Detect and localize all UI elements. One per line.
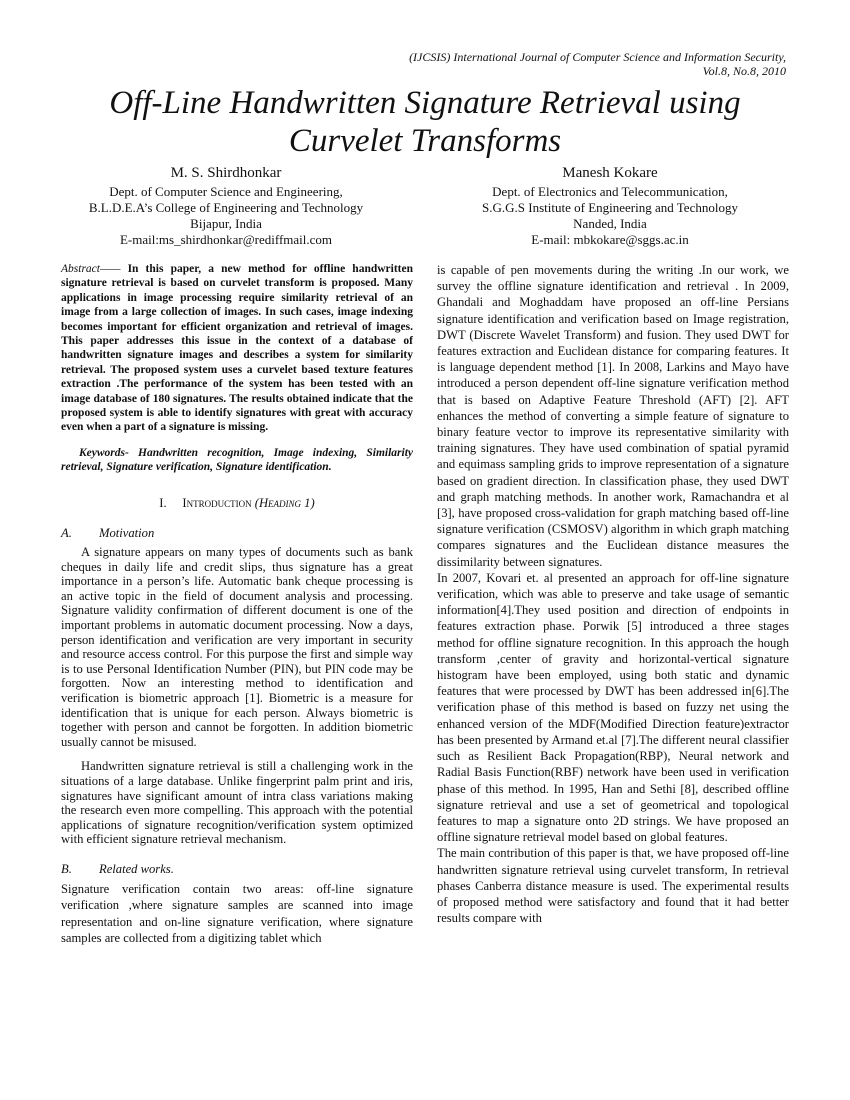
body-paragraph: A signature appears on many types of documents such as bank cheques in daily life and credit slips, thus signature has a great importance in a person’s life. Automatic bank cheque processing is an active topic in the field of document analysis and processing. Signature validity confirmation of different document is one of the important problems in automatic document processing. Now a days, person identification and verification are very important in security and resource access control. For this purpose the first and simple way is to use Personal Identification Number (PIN), but PIN code may be forgotten. Now an interesting method to identification and verification is biometric approach [1]. Biometric is a measure for identification that is unique for each person. Always biometric is together with person and cannot be forgotten. In addition biometric usually cannot be misused.: [61, 545, 413, 749]
subsection-heading-related-works: [61, 861, 413, 877]
body-paragraph: Signature verification contain two areas: off-line signature verification ,where signature samples are scanned into image representation and on-line signature verification, where signature samples are collected from a digitizing tablet which: [61, 882, 413, 945]
title-line-2: Curvelet Transforms: [288, 123, 562, 159]
title-line-1: Off-Line Handwritten Signature Retrieval using: [109, 85, 741, 121]
paper-title: [40, 84, 810, 160]
author-city: Nanded, India: [573, 216, 647, 231]
subsection-title: Motivation: [99, 525, 155, 540]
body-paragraph: Handwritten signature retrieval is still a challenging work in the situations of a large database. Unlike fingerprint palm print and iris, signatures have significant amount of intra class variations making the research even more compelling. This approach with the potential applications of signature recognition/verification system optimized with efficient signature retrieval mechanism.: [61, 759, 413, 847]
journal-volume: Vol.8, No.8, 2010: [702, 64, 786, 78]
journal-name: (IJCSIS) International Journal of Computer Science and Information Security,: [409, 50, 786, 64]
abstract-label: Abstract——: [61, 263, 121, 275]
author-email: E-mail:ms_shirdhonkar@rediffmail.com: [119, 232, 333, 247]
author-dept: Dept. of Electronics and Telecommunication,: [492, 184, 728, 199]
abstract: [61, 262, 413, 435]
subsection-title: Related works.: [99, 861, 174, 876]
section-note: (Heading 1): [254, 495, 315, 510]
author-dept: Dept. of Computer Science and Engineering,: [109, 184, 343, 199]
author-name: M. S. Shirdhonkar: [170, 165, 282, 181]
author-email: E-mail: mbkokare@sggs.ac.in: [531, 232, 689, 247]
keywords: Keywords- Handwritten recognition, Image indexing, Similarity retrieval, Signature verification, Signature identification.: [61, 446, 413, 474]
subsection-number: A.: [61, 525, 72, 540]
right-column: [437, 262, 789, 926]
body-paragraph: is capable of pen movements during the writing .In our work, we survey the offline signature identification and retrieval . In 2009, Ghandali and Moghaddam have proposed an off-line Persians signature identification and verification based on Image registration, DWT (Discrete Wavelet Transform) and fusion. They used DWT for features extraction and Euclidean distance for comparing features. It is language dependent method [1]. In 2008, Larkins and Mayo have introduced a person dependent off-line signature verification method that is based on Adaptive Feature Threshold (AFT) [2]. AFT enhances the method of converting a simple feature of signature to binary feature vector to improve its representative similarity with training signatures. They have used combination of spatial pyramid and equimass sampling grids to improve representation of a signature based on gradient direction. In classification phase, they used DWT and graph matching methods. In another work, Ramachandra et al [3], have proposed cross-validation for graph matching based off-line signature verification (CSMOSV) algorithm in which graph matching compares signatures and the Euclidean distance measures the dissimilarity between signatures.: [437, 263, 789, 569]
author-block-2: [430, 164, 790, 248]
subsection-number: B.: [61, 861, 72, 876]
left-column: [61, 262, 413, 946]
author-name: Manesh Kokare: [562, 165, 658, 181]
section-heading-introduction: [61, 495, 413, 511]
section-number: I.: [159, 495, 167, 510]
author-city: Bijapur, India: [190, 216, 262, 231]
author-institute: S.G.G.S Institute of Engineering and Technology: [482, 200, 738, 215]
author-institute: B.L.D.E.A’s College of Engineering and Technology: [88, 200, 364, 215]
body-paragraph: In 2007, Kovari et. al presented an approach for off-line signature verification, which was able to preserve and take usage of semantic information[4].They used position and direction of endpoints in features extraction phase. Porwik [5] introduced a three stages method for offline signature recognition. In this approach the hough transform ,center of gravity and horizontal-vertical signature histogram have been employed, using both static and dynamic features that were processed by DWT has been addressed in[6].The verification phase of this method is based on fuzzy net using the enhanced version of the MDF(Modified Direction feature)extractor has been presented by Armand et.al [7].The different neural classifier such as Resilient Back Propagation(RBP), Neural network and Radial Basis Function(RBF) network have been used in verification phase of this method. In 1995, Han and Sethi [8], described offline signature retrieval and use a set of geometrical and topological features to map a signature onto 2D strings. We have proposed an offline signature retrieval model based on global features.: [437, 570, 789, 845]
section-title: Introduction: [182, 495, 252, 510]
abstract-text: In this paper, a new method for offline handwritten signature retrieval is based on curvelet transform is proposed. Many applications in image processing require similarity retrieval of an image from a large collection of images. In such cases, image indexing becomes important for efficient organization and retrieval of images. This paper addresses this issue in the context of a database of handwritten signature images and describes a system for similarity retrieval. The proposed system uses a curvelet based texture features extraction .The performance of the system has been tested with an image database of 180 signatures. The results obtained indicate that the proposed system is able to identify signatures with great with accuracy even when a part of a signature is missing.: [61, 263, 413, 434]
author-block-1: [46, 164, 406, 248]
subsection-heading-motivation: [61, 525, 413, 541]
body-paragraph: The main contribution of this paper is that, we have proposed off-line handwritten signature retrieval using curvelet transform, In retrieval phases Canberra distance measure is used. The experimental results of proposed method were satisfactory and found that it had better results compare with: [437, 846, 789, 926]
journal-header: [409, 50, 786, 78]
